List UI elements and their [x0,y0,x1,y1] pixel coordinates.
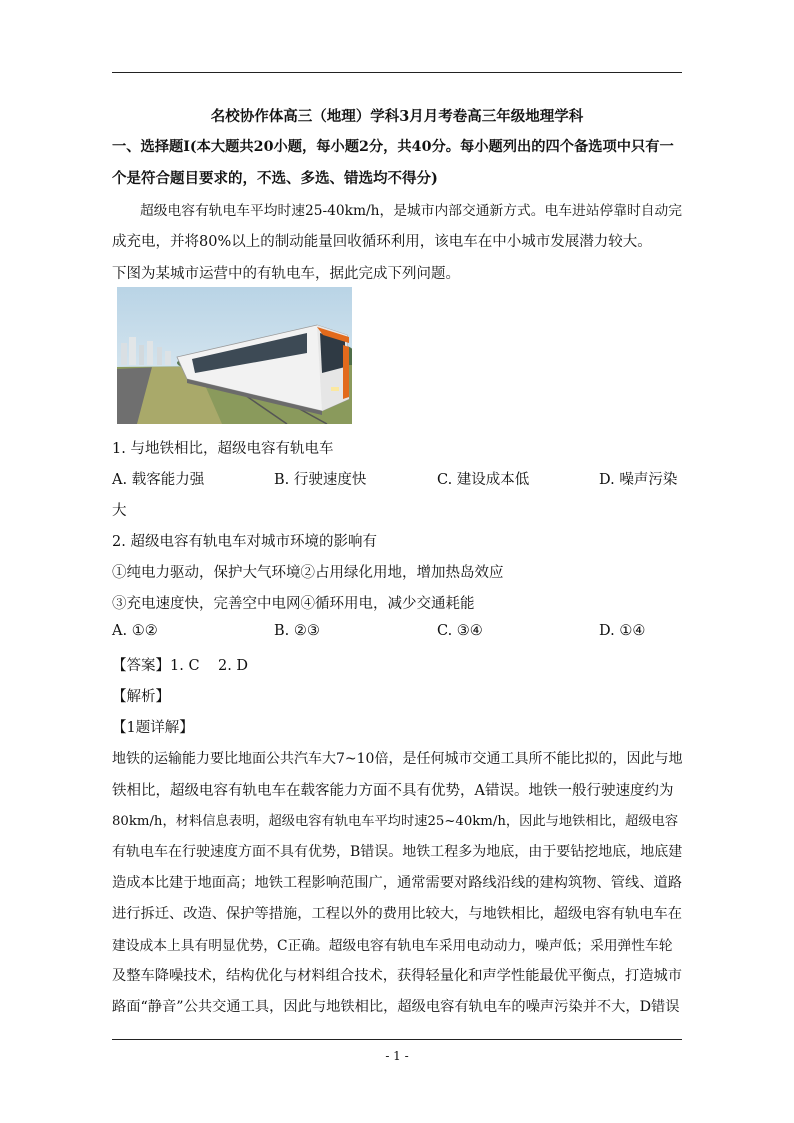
explanation-line: 路面“静音”公共交通工具，因此与地铁相比，超级电容有轨电车的噪声污染并不大，D错误 [112,999,680,1015]
question-2-option-a[interactable]: A. ①② [112,623,158,639]
explanation-line: 有轨电车在行驶速度方面不具有优势，B错误。地铁工程多为地底，由于要钻挖地底，地底建 [112,844,683,860]
tram-photo [117,287,352,424]
header-rule [112,72,682,73]
passage-line3: 下图为某城市运营中的有轨电车，据此完成下列问题。 [112,266,460,282]
question-1-option-d-wrap: 大 [112,503,127,519]
question-2-stem: 2. 超级电容有轨电车对城市环境的影响有 [112,534,377,550]
question-1-option-c[interactable]: C. 建设成本低 [437,472,530,488]
passage-line2: 成充电，并将80%以上的制动能量回收循环利用，该电车在中小城市发展潜力较大。 [112,234,652,250]
question-1-option-d[interactable]: D. 噪声污染 [599,472,678,488]
question-1-stem: 1. 与地铁相比，超级电容有轨电车 [112,441,334,457]
answer-line: 【答案】1. C 2. D [112,658,249,674]
question-2-option-d[interactable]: D. ①④ [599,623,646,639]
question-2-option-b[interactable]: B. ②③ [274,623,320,639]
section-heading-line2: 个是符合题目要求的，不选、多选、错选均不得分) [112,170,438,187]
question-2-statements-1: ①纯电力驱动，保护大气环境②占用绿化用地，增加热岛效应 [112,565,504,581]
section-heading-line1: 一、选择题Ⅰ(本大题共20小题，每小题2分，共40分。每小题列出的四个备选项中只有一 [112,139,674,155]
explanation-line: 造成本比建于地面高；地铁工程影响范围广，通常需要对路线沿线的建构筑物、管线、道路 [112,875,683,891]
footer-rule [112,1039,682,1040]
detail-label: 【1题详解】 [112,720,194,736]
question-1-option-a[interactable]: A. 载客能力强 [112,472,205,488]
question-2-statements-2: ③充电速度快，完善空中电网④循环用电，减少交通耗能 [112,596,475,612]
explanation-line: 建设成本上具有明显优势，C正确。超级电容有轨电车采用电动动力，噪声低；采用弹性车轮 [112,938,673,954]
explanation-line: 铁相比，超级电容有轨电车在载客能力方面不具有优势，A错误。地铁一般行驶速度约为 [112,783,674,799]
question-1-option-b[interactable]: B. 行驶速度快 [274,472,367,488]
analysis-label: 【解析】 [112,689,170,705]
question-2-option-c[interactable]: C. ③④ [437,623,483,639]
explanation-line: 进行拆迁、改造、保护等措施，工程以外的费用比较大，与地铁相比，超级电容有轨电车在 [112,906,683,922]
explanation-line: 地铁的运输能力要比地面公共汽车大7~10倍，是任何城市交通工具所不能比拟的，因此与地 [112,751,683,767]
explanation-line: 80km/h，材料信息表明，超级电容有轨电车平均时速25~40km/h，因此与地铁相比，超级电容 [112,814,679,829]
page-title: 名校协作体高三（地理）学科3月月考卷高三年级地理学科 [210,108,584,125]
page-number: - 1 - [385,1049,409,1063]
explanation-line: 及整车降噪技术，结构优化与材料组合技术，获得轻量化和声学性能最优平衡点，打造城市 [112,968,683,984]
passage-line1: 超级电容有轨电车平均时速25-40km/h，是城市内部交通新方式。电车进站停靠时自动完 [140,203,682,219]
